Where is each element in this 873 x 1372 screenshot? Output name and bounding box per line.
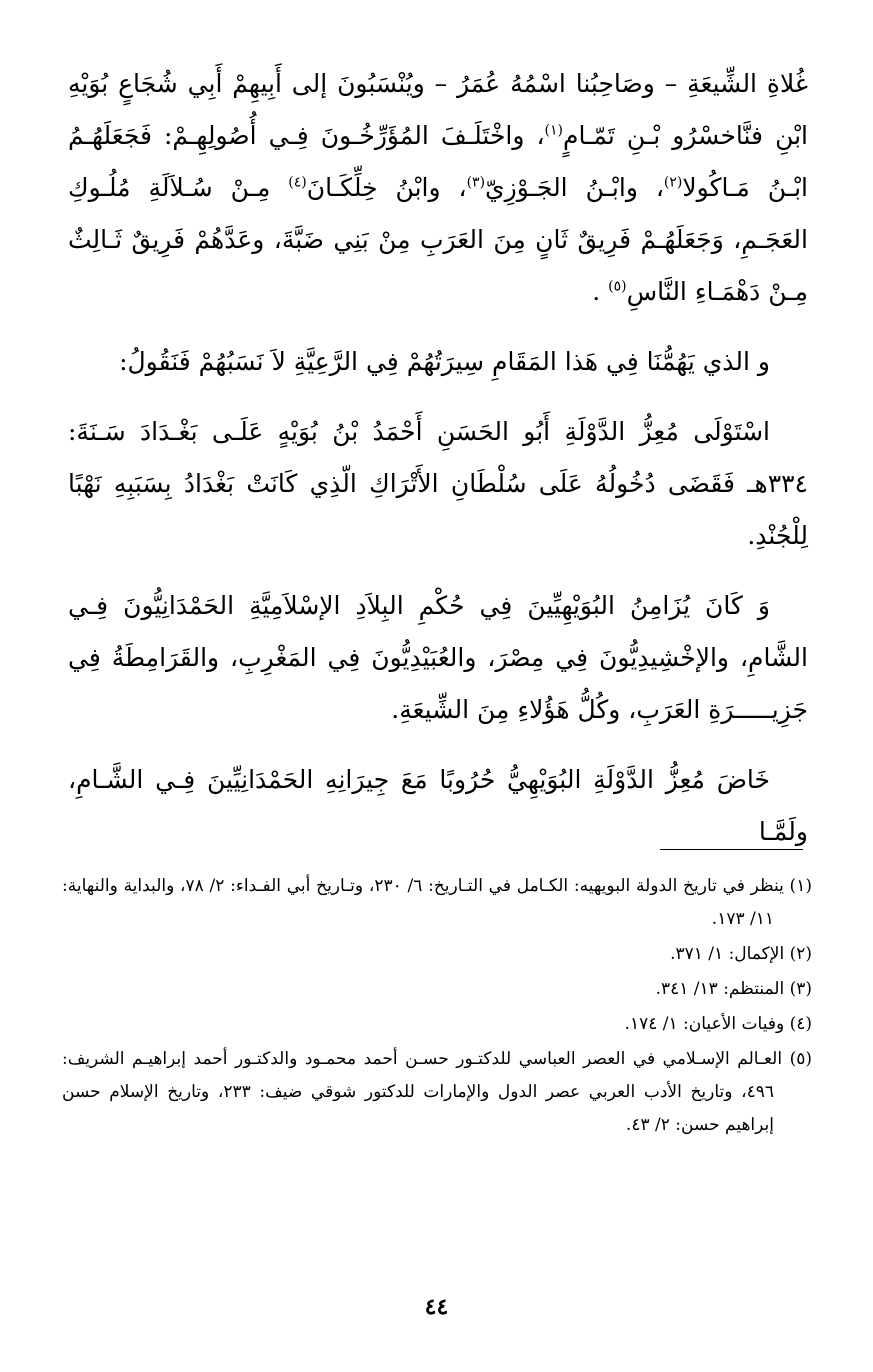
footnote-5: (٥) العـالم الإسـلامي في العصر العباسي للدكتـور حسـن أحمد محمـود والدكتـور أحمد إبراهيـم الشريف: ٤٩٦، وتاريخ الأدب العربي عصر الدول والإمارات للدكتور شوقي ضيف: ٢٣٣، وتاريخ الإسلام حسن إبراهيم حسن: ٢/ ٤٣.	[62, 1049, 812, 1135]
footnote-2: (٢) الإكمال: ١/ ٣٧١.	[670, 944, 812, 964]
footnote-ref-5[interactable]: (٥)	[608, 278, 627, 295]
footnote-ref-1[interactable]: (١)	[544, 122, 564, 139]
footnote-separator	[660, 849, 803, 850]
footnote-4: (٤) وفيات الأعيان: ١/ ١٧٤.	[624, 1014, 812, 1034]
footnote-3: (٣) المنتظم: ١٣/ ٣٤١.	[655, 979, 812, 999]
paragraph-1-text-e: مِـنْ سُـلاَلَةِ مُلُـوكِ العَجَـمِ، وَجَعَلَهُـمْ فَرِيقٌ ثَانٍ مِنَ العَرَبِ مِنْ بَنِي ضَبَّةَ، وعَدَّهُمْ فَرِيقٌ ثَـالِثٌ مِـنْ دَهْمَـاءِ النَّاسِ	[68, 173, 808, 306]
paragraph-1-text-a: غُلاةِ الشِّيعَةِ – وصَاحِبُنا اسْمُهُ عُمَرُ – ويُنْسَبُونَ إلى أَبِيهِمْ أَبِي شُجَاعٍ بُوَيْهِ ابْنِ فنَّاخسْرُو بْـنِ تَمّـامٍ	[68, 69, 808, 150]
footnote-ref-4[interactable]: (٤)	[288, 174, 307, 191]
footnotes	[62, 870, 812, 1144]
main-text	[68, 58, 808, 876]
paragraph-1-text-f: .	[592, 277, 609, 306]
paragraph-3: اسْتَوْلَى مُعِزُّ الدَّوْلَةِ أَبُو الحَسَنِ أَحْمَدُ بْنُ بُوَيْهٍ عَلَـى بَغْـدَادَ سَـنَةَ: ٣٣٤هـ فَقَضَى دُخُولُهُ عَلَى سُلْطَانِ الأَتْرَاكِ الّذِي كَانَتْ بَغْدَادُ بِسَبَبِهِ نَهْبًا لِلْجُنْدِ.	[68, 417, 808, 550]
paragraph-1-text-d: ، وابْنُ خِلِّكَـانَ	[306, 173, 467, 202]
paragraph-2: و الذي يَهُمُّنَا فِي هَذا المَقَامِ سِيرَتُهُمْ فِي الرَّعِيَّةِ لاَ نَسَبُهُمْ فَنَقُولُ:	[119, 347, 770, 376]
page-number: ٤٤	[424, 1294, 449, 1320]
paragraph-1-text-b: ، واخْتَلَـفَ المُؤَرِّخُـونَ فِـي أُصُولِهِـمْ: فَجَعَلَهُـمُ ابْـنُ مَـاكُولا	[68, 121, 808, 202]
footnote-ref-2[interactable]: (٢)	[663, 174, 683, 191]
paragraph-1	[68, 58, 808, 318]
paragraph-4: وَ كَانَ يُزَامِنُ البُوَيْهِيِّينَ فِي حُكْمِ البِلاَدِ الإسْلاَمِيَّةِ الحَمْدَانِيُّونَ فِـي الشَّامِ، والإخْشِيدِيُّونَ فِي مِصْرَ، والعُبَيْدِيُّونَ فِي المَغْرِبِ، والقَرَامِطَةُ فِي جَزِيـــــرَةِ العَرَبِ، وكُلُّ هَؤُلاءِ مِنَ الشِّيعَةِ.	[68, 591, 808, 724]
footnote-ref-3[interactable]: (٣)	[466, 174, 486, 191]
paragraph-1-text-c: ، وابْـنُ الجَـوْزِيّ	[485, 173, 664, 202]
paragraph-5: خَاضَ مُعِزُّ الدَّوْلَةِ البُوَيْهِيُّ حُرُوبًا مَعَ جِيرَانِهِ الحَمْدَانِيِّينَ فِـي الشَّـامِ، ولَمَّـا	[68, 765, 808, 846]
footnote-1: (١) ينظر في تاريخ الدولة البويهيه: الكـامل في التـاريخ: ٦/ ٢٣٠، وتـاريخ أبي الفـداء: ٢/ ٧٨، والبداية والنهاية: ١١/ ١٧٣.	[62, 876, 812, 929]
